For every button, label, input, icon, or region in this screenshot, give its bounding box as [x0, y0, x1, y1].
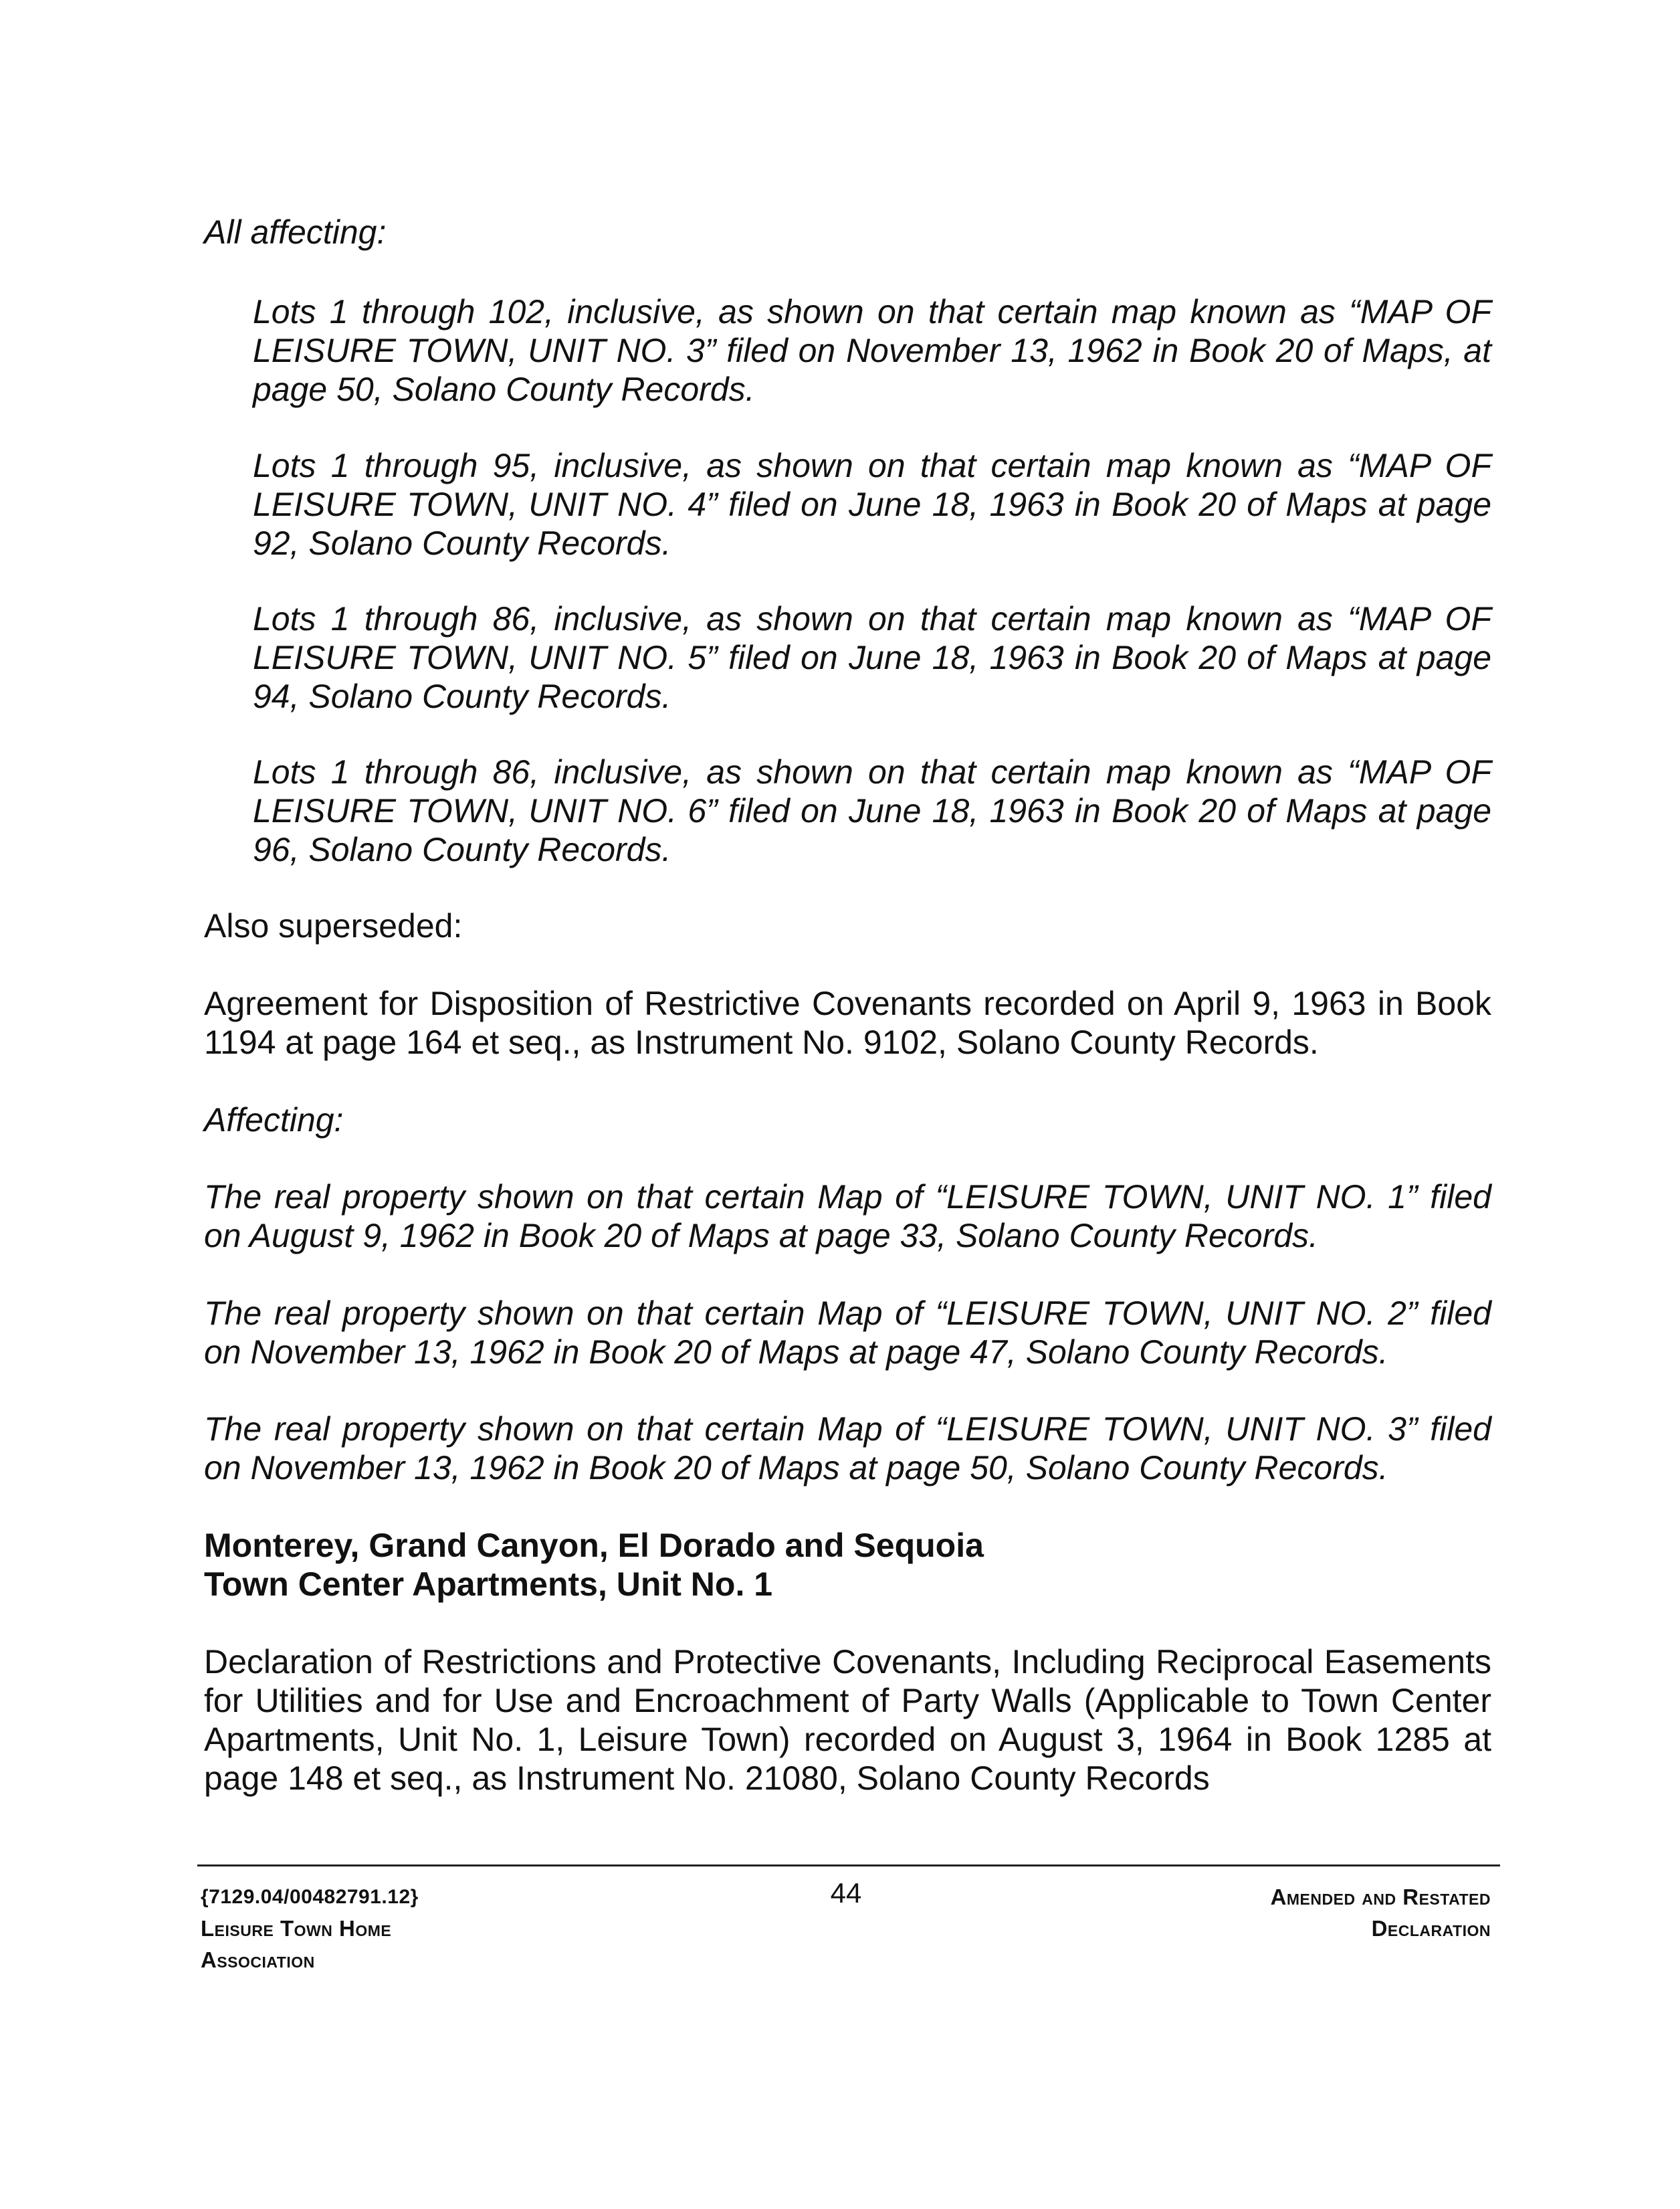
footer-right — [956, 1881, 1491, 1944]
footer-title-line-2: Declaration — [1371, 1916, 1491, 1941]
section-heading — [204, 1526, 1491, 1604]
also-superseded-label: Also superseded: — [204, 907, 463, 945]
section-heading-line-2: Town Center Apartments, Unit No. 1 — [204, 1565, 773, 1603]
lots-paragraph-unit-5: Lots 1 through 86, inclusive, as shown on that certain map known as “MAP OF LEISURE TOWN, UNIT NO. 5” filed on June 18, 1963 in Book 20 of Maps at page 94, Solano County Records. — [253, 600, 1491, 715]
footer-left — [201, 1881, 669, 1976]
lots-paragraph-unit-4: Lots 1 through 95, inclusive, as shown on that certain map known as “MAP OF LEISURE TOWN, UNIT NO. 4” filed on June 18, 1963 in Book 20 of Maps at page 92, Solano County Records. — [253, 447, 1491, 562]
footer-divider — [197, 1864, 1500, 1866]
lots-paragraph-unit-6: Lots 1 through 86, inclusive, as shown on that certain map known as “MAP OF LEISURE TOWN, UNIT NO. 6” filed on June 18, 1963 in Book 20 of Maps at page 96, Solano County Records. — [253, 753, 1491, 868]
footer-association-line-1: Leisure Town Home — [201, 1916, 392, 1941]
all-affecting-label: All affecting: — [204, 213, 387, 251]
footer-title-line-1: Amended and Restated — [1270, 1885, 1491, 1909]
agreement-paragraph: Agreement for Disposition of Restrictive Covenants recorded on April 9, 1963 in Book 1194 at page 164 et seq., as Instrument No. 9102, Solano County Records. — [204, 985, 1491, 1061]
declaration-paragraph: Declaration of Restrictions and Protective Covenants, Including Reciprocal Easements for Utilities and for Use and Encroachment of Party Walls (Applicable to Town Center Apartments, Unit No. 1, Leisure Town) recorded on August 3, 1964 in Book 1285 at page 148 et seq., as Instrument No. 21080, Solano County Records — [204, 1643, 1491, 1797]
page-number: 44 — [830, 1877, 862, 1909]
property-paragraph-unit-1: The real property shown on that certain Map of “LEISURE TOWN, UNIT NO. 1” filed on August 9, 1962 in Book 20 of Maps at page 33, Solano County Records. — [204, 1178, 1491, 1254]
affecting-label: Affecting: — [204, 1101, 344, 1139]
document-id: {7129.04/00482791.12} — [201, 1886, 419, 1908]
section-heading-line-1: Monterey, Grand Canyon, El Dorado and Sequoia — [204, 1527, 984, 1564]
property-paragraph-unit-3: The real property shown on that certain Map of “LEISURE TOWN, UNIT NO. 3” filed on November 13, 1962 in Book 20 of Maps at page 50, Solano County Records. — [204, 1410, 1491, 1486]
property-paragraph-unit-2: The real property shown on that certain Map of “LEISURE TOWN, UNIT NO. 2” filed on November 13, 1962 in Book 20 of Maps at page 47, Solano County Records. — [204, 1294, 1491, 1371]
footer-association-line-2: Association — [201, 1947, 315, 1972]
lots-paragraph-unit-3: Lots 1 through 102, inclusive, as shown on that certain map known as “MAP OF LEISURE TOWN, UNIT NO. 3” filed on November 13, 1962 in Book 20 of Maps, at page 50, Solano County Records. — [253, 293, 1491, 408]
